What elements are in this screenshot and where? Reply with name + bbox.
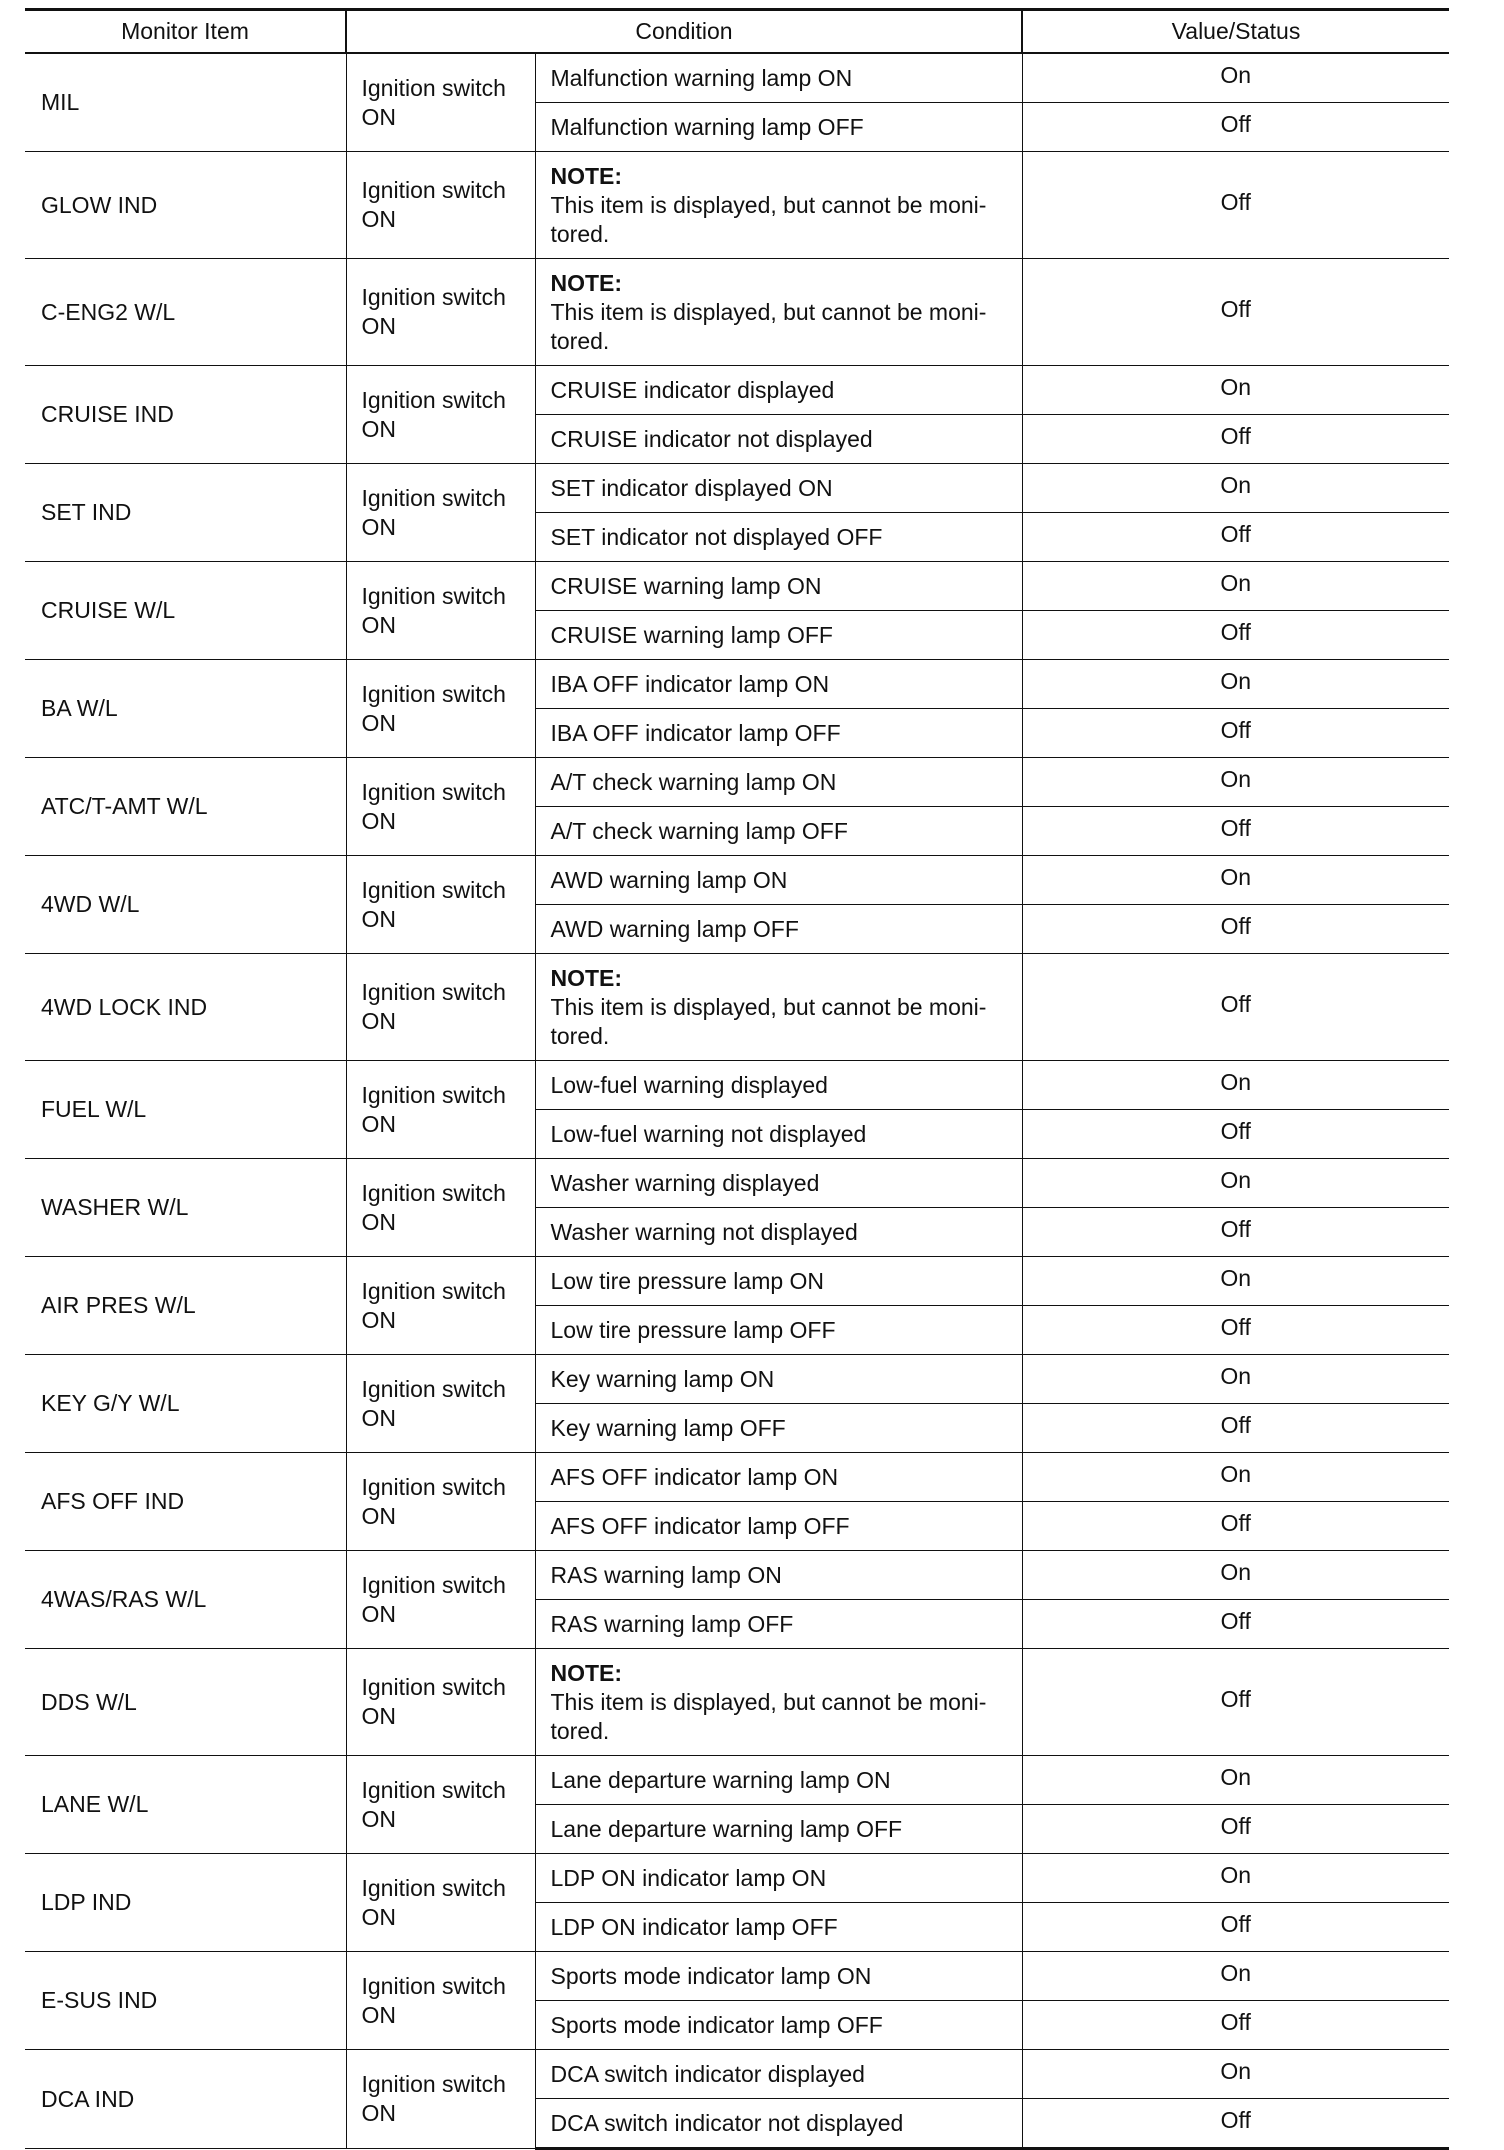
condition-desc-cell: DCA switch indicator not displayed — [535, 2099, 1022, 2149]
condition-switch-cell — [346, 259, 535, 366]
note-heading: NOTE: — [550, 269, 623, 296]
condition-desc-cell: CRUISE indicator not displayed — [535, 415, 1022, 464]
condition-switch-label: Ignition switch — [361, 979, 506, 1005]
header-monitor-item: Monitor Item — [25, 10, 346, 54]
table-row — [25, 1551, 1449, 1600]
header-value-status: Value/Status — [1022, 10, 1449, 54]
monitor-item-cell: 4WD W/L — [25, 856, 346, 954]
condition-switch-cell — [346, 954, 535, 1061]
table-row — [25, 562, 1449, 611]
value-status-cell: On — [1022, 2050, 1449, 2099]
note-cell — [535, 1649, 1022, 1756]
condition-desc-cell: CRUISE warning lamp ON — [535, 562, 1022, 611]
table-row — [25, 1756, 1449, 1805]
condition-switch-state: ON — [361, 807, 396, 834]
condition-switch-state: ON — [361, 1208, 396, 1235]
value-status-cell: On — [1022, 53, 1449, 103]
condition-switch-state: ON — [361, 1404, 396, 1431]
table-row — [25, 856, 1449, 905]
condition-switch-label: Ignition switch — [361, 778, 506, 805]
value-status-cell: On — [1022, 758, 1449, 807]
monitor-item-cell: CRUISE IND — [25, 366, 346, 464]
monitor-item-cell: SET IND — [25, 464, 346, 562]
table-row — [25, 464, 1449, 513]
value-status-cell: On — [1022, 562, 1449, 611]
value-status-cell: Off — [1022, 709, 1449, 758]
condition-switch-label: Ignition switch — [361, 1081, 506, 1108]
table-row — [25, 758, 1449, 807]
condition-switch-cell — [346, 152, 535, 259]
condition-desc-cell: AWD warning lamp OFF — [535, 905, 1022, 954]
value-status-cell: On — [1022, 1355, 1449, 1404]
condition-switch-label: Ignition switch — [361, 484, 506, 511]
monitor-table — [25, 8, 1449, 2150]
monitor-item-cell: KEY G/Y W/L — [25, 1355, 346, 1453]
condition-switch-state: ON — [361, 1600, 396, 1627]
condition-desc-cell: Low-fuel warning displayed — [535, 1061, 1022, 1110]
condition-switch-label: Ignition switch — [361, 680, 506, 707]
condition-switch-cell — [346, 660, 535, 758]
value-status-cell: Off — [1022, 103, 1449, 152]
condition-switch-state: ON — [361, 1110, 396, 1137]
condition-switch-cell — [346, 1257, 535, 1355]
condition-switch-state: ON — [361, 1903, 396, 1930]
condition-desc-cell: CRUISE indicator displayed — [535, 366, 1022, 415]
condition-switch-label: Ignition switch — [361, 1571, 506, 1598]
condition-desc-cell: Low-fuel warning not displayed — [535, 1110, 1022, 1159]
condition-switch-cell — [346, 1649, 535, 1756]
value-status-cell: Off — [1022, 1649, 1449, 1756]
condition-desc-cell: AFS OFF indicator lamp ON — [535, 1453, 1022, 1502]
condition-desc-cell: A/T check warning lamp OFF — [535, 807, 1022, 856]
value-status-cell: Off — [1022, 2001, 1449, 2050]
condition-switch-state: ON — [361, 1805, 396, 1832]
condition-desc-cell: RAS warning lamp OFF — [535, 1600, 1022, 1649]
condition-switch-label: Ignition switch — [361, 1776, 506, 1803]
condition-desc-cell: DCA switch indicator displayed — [535, 2050, 1022, 2099]
value-status-cell: Off — [1022, 807, 1449, 856]
condition-switch-label: Ignition switch — [361, 1874, 506, 1901]
condition-desc-cell: A/T check warning lamp ON — [535, 758, 1022, 807]
condition-switch-state: ON — [361, 1502, 396, 1529]
monitor-item-cell: GLOW IND — [25, 152, 346, 259]
value-status-cell: On — [1022, 366, 1449, 415]
value-status-cell: On — [1022, 1453, 1449, 1502]
condition-switch-label: Ignition switch — [361, 386, 506, 413]
condition-switch-label: Ignition switch — [361, 1972, 506, 1999]
value-status-cell: On — [1022, 1061, 1449, 1110]
condition-switch-state: ON — [361, 1703, 396, 1729]
table-row — [25, 1453, 1449, 1502]
condition-switch-label: Ignition switch — [361, 1375, 506, 1402]
condition-switch-state: ON — [361, 1008, 396, 1034]
value-status-cell: Off — [1022, 905, 1449, 954]
note-cell — [535, 259, 1022, 366]
condition-desc-cell: AFS OFF indicator lamp OFF — [535, 1502, 1022, 1551]
condition-switch-label: Ignition switch — [361, 582, 506, 609]
table-row — [25, 152, 1449, 259]
table-row — [25, 366, 1449, 415]
condition-desc-cell: RAS warning lamp ON — [535, 1551, 1022, 1600]
value-status-cell: Off — [1022, 513, 1449, 562]
condition-switch-cell — [346, 1159, 535, 1257]
condition-desc-cell: Low tire pressure lamp ON — [535, 1257, 1022, 1306]
value-status-cell: On — [1022, 1854, 1449, 1903]
value-status-cell: Off — [1022, 2099, 1449, 2149]
condition-desc-cell: Lane departure warning lamp ON — [535, 1756, 1022, 1805]
condition-switch-cell — [346, 1453, 535, 1551]
condition-desc-cell: SET indicator displayed ON — [535, 464, 1022, 513]
monitor-item-cell: MIL — [25, 53, 346, 152]
note-heading: NOTE: — [550, 162, 623, 189]
condition-switch-label: Ignition switch — [361, 1179, 506, 1206]
condition-desc-cell: Key warning lamp OFF — [535, 1404, 1022, 1453]
value-status-cell: Off — [1022, 1805, 1449, 1854]
condition-switch-state: ON — [361, 513, 396, 540]
value-status-cell: On — [1022, 1952, 1449, 2001]
table-row — [25, 954, 1449, 1061]
condition-desc-cell: Sports mode indicator lamp ON — [535, 1952, 1022, 2001]
condition-desc-cell: Key warning lamp ON — [535, 1355, 1022, 1404]
condition-desc-cell: Low tire pressure lamp OFF — [535, 1306, 1022, 1355]
condition-switch-state: ON — [361, 611, 396, 638]
condition-desc-cell: LDP ON indicator lamp OFF — [535, 1903, 1022, 1952]
note-cell — [535, 954, 1022, 1061]
condition-switch-cell — [346, 53, 535, 152]
condition-switch-label: Ignition switch — [361, 177, 506, 203]
header-row — [25, 10, 1449, 54]
condition-switch-state: ON — [361, 313, 396, 339]
value-status-cell: On — [1022, 660, 1449, 709]
note-heading: NOTE: — [550, 964, 623, 991]
value-status-cell: Off — [1022, 611, 1449, 660]
table-row — [25, 1257, 1449, 1306]
condition-desc-cell: Washer warning not displayed — [535, 1208, 1022, 1257]
condition-switch-state: ON — [361, 415, 396, 442]
condition-desc-cell: Malfunction warning lamp ON — [535, 53, 1022, 103]
value-status-cell: On — [1022, 856, 1449, 905]
condition-switch-label: Ignition switch — [361, 2071, 506, 2097]
condition-switch-state: ON — [361, 2001, 396, 2028]
condition-switch-cell — [346, 464, 535, 562]
value-status-cell: Off — [1022, 954, 1449, 1061]
condition-switch-state: ON — [361, 905, 396, 932]
value-status-cell: Off — [1022, 1502, 1449, 1551]
condition-switch-state: ON — [361, 709, 396, 736]
table-row — [25, 660, 1449, 709]
condition-desc-cell: AWD warning lamp ON — [535, 856, 1022, 905]
table-row — [25, 1952, 1449, 2001]
monitor-item-cell: 4WD LOCK IND — [25, 954, 346, 1061]
monitor-item-cell: E-SUS IND — [25, 1952, 346, 2050]
monitor-item-cell: LANE W/L — [25, 1756, 346, 1854]
value-status-cell: On — [1022, 1159, 1449, 1208]
note-text: This item is displayed, but cannot be moni-tored. — [550, 298, 987, 354]
table-row — [25, 1649, 1449, 1756]
table-row — [25, 53, 1449, 103]
condition-switch-label: Ignition switch — [361, 876, 506, 903]
condition-switch-cell — [346, 1355, 535, 1453]
monitor-item-cell: WASHER W/L — [25, 1159, 346, 1257]
condition-switch-cell — [346, 856, 535, 954]
condition-switch-cell — [346, 2050, 535, 2149]
table-row — [25, 259, 1449, 366]
value-status-cell: On — [1022, 1756, 1449, 1805]
monitor-item-cell: CRUISE W/L — [25, 562, 346, 660]
table-row — [25, 1061, 1449, 1110]
value-status-cell: Off — [1022, 259, 1449, 366]
value-status-cell: On — [1022, 464, 1449, 513]
table-row — [25, 1854, 1449, 1903]
note-text: This item is displayed, but cannot be moni-tored. — [550, 191, 987, 247]
monitor-item-cell: AIR PRES W/L — [25, 1257, 346, 1355]
table-row — [25, 2050, 1449, 2099]
condition-switch-label: Ignition switch — [361, 1674, 506, 1700]
value-status-cell: Off — [1022, 152, 1449, 259]
note-heading: NOTE: — [550, 1659, 623, 1686]
value-status-cell: Off — [1022, 1903, 1449, 1952]
condition-switch-cell — [346, 366, 535, 464]
note-cell — [535, 152, 1022, 259]
condition-switch-state: ON — [361, 1306, 396, 1333]
condition-switch-label: Ignition switch — [361, 1277, 506, 1304]
monitor-item-cell: 4WAS/RAS W/L — [25, 1551, 346, 1649]
monitor-item-cell: ATC/T-AMT W/L — [25, 758, 346, 856]
condition-switch-cell — [346, 1061, 535, 1159]
monitor-item-cell: C-ENG2 W/L — [25, 259, 346, 366]
value-status-cell: Off — [1022, 1600, 1449, 1649]
monitor-item-cell: AFS OFF IND — [25, 1453, 346, 1551]
value-status-cell: Off — [1022, 1110, 1449, 1159]
condition-switch-cell — [346, 1551, 535, 1649]
value-status-cell: Off — [1022, 1208, 1449, 1257]
condition-desc-cell: CRUISE warning lamp OFF — [535, 611, 1022, 660]
condition-switch-cell — [346, 1854, 535, 1952]
condition-switch-label: Ignition switch — [361, 74, 506, 101]
condition-switch-state: ON — [361, 206, 396, 232]
condition-switch-state: ON — [361, 2100, 396, 2126]
condition-desc-cell: Sports mode indicator lamp OFF — [535, 2001, 1022, 2050]
monitor-item-cell: BA W/L — [25, 660, 346, 758]
condition-desc-cell: IBA OFF indicator lamp OFF — [535, 709, 1022, 758]
condition-desc-cell: Malfunction warning lamp OFF — [535, 103, 1022, 152]
value-status-cell: Off — [1022, 415, 1449, 464]
condition-switch-label: Ignition switch — [361, 284, 506, 310]
condition-switch-cell — [346, 562, 535, 660]
condition-desc-cell: LDP ON indicator lamp ON — [535, 1854, 1022, 1903]
note-text: This item is displayed, but cannot be moni-tored. — [550, 993, 987, 1049]
condition-desc-cell: SET indicator not displayed OFF — [535, 513, 1022, 562]
value-status-cell: On — [1022, 1257, 1449, 1306]
condition-switch-cell — [346, 1756, 535, 1854]
condition-desc-cell: IBA OFF indicator lamp ON — [535, 660, 1022, 709]
condition-switch-state: ON — [361, 103, 396, 130]
condition-switch-cell — [346, 1952, 535, 2050]
monitor-item-cell: LDP IND — [25, 1854, 346, 1952]
value-status-cell: Off — [1022, 1306, 1449, 1355]
monitor-item-cell: FUEL W/L — [25, 1061, 346, 1159]
condition-switch-cell — [346, 758, 535, 856]
table-body — [25, 53, 1449, 2149]
condition-desc-cell: Lane departure warning lamp OFF — [535, 1805, 1022, 1854]
table-row — [25, 1159, 1449, 1208]
value-status-cell: Off — [1022, 1404, 1449, 1453]
value-status-cell: On — [1022, 1551, 1449, 1600]
table-row — [25, 1355, 1449, 1404]
header-condition: Condition — [346, 10, 1022, 54]
monitor-item-cell: DDS W/L — [25, 1649, 346, 1756]
condition-desc-cell: Washer warning displayed — [535, 1159, 1022, 1208]
note-text: This item is displayed, but cannot be moni-tored. — [550, 1688, 987, 1744]
monitor-item-cell: DCA IND — [25, 2050, 346, 2149]
condition-switch-label: Ignition switch — [361, 1473, 506, 1500]
